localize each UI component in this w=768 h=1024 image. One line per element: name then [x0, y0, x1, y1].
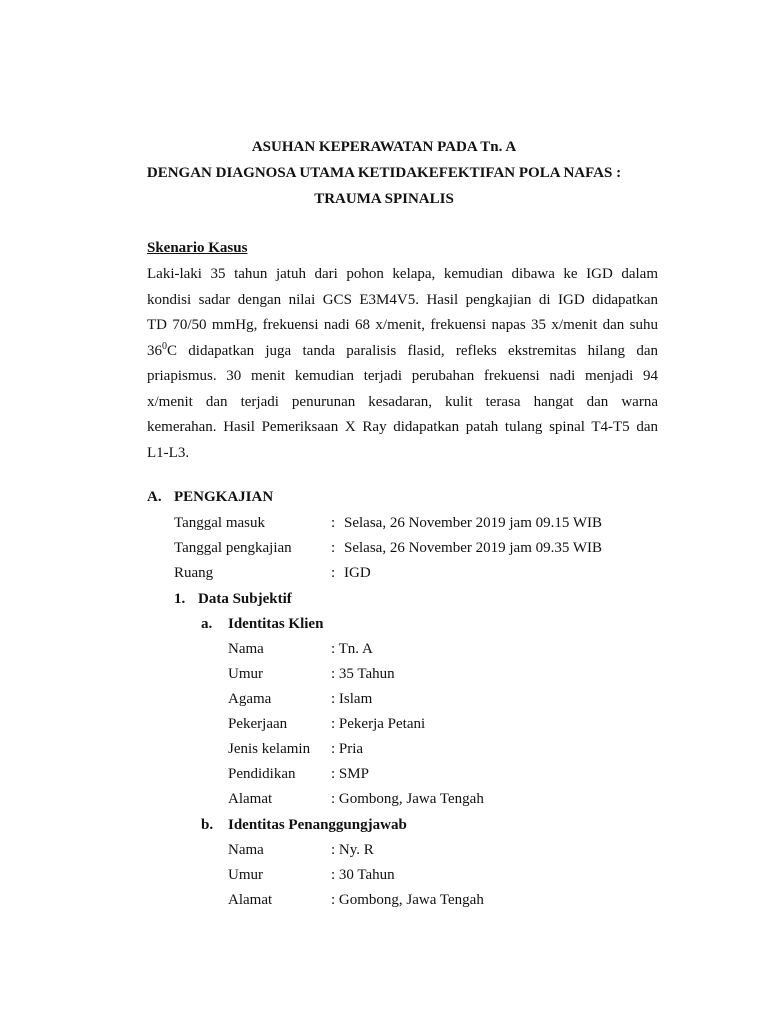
field-value: IGD	[344, 565, 371, 581]
scenario-paragraph	[147, 262, 658, 466]
subsection-b-title: Identitas Penanggungjawab	[228, 817, 407, 833]
client-value: : Pekerja Petani	[331, 716, 426, 732]
subsection-a-marker: a.	[201, 616, 213, 632]
client-label: Pekerjaan	[228, 716, 288, 732]
guardian-label: Alamat	[228, 892, 273, 908]
subsection-a-title: Identitas Klien	[228, 616, 324, 632]
scenario-line: Laki-laki 35 tahun jatuh dari pohon kelapa, kemudian dibawa ke IGD dalam	[147, 266, 658, 282]
client-label: Umur	[228, 666, 263, 682]
client-label: Nama	[228, 641, 264, 657]
document-title	[0, 134, 768, 212]
subsection-1-title: Data Subjektif	[198, 591, 292, 607]
client-value: : Tn. A	[331, 641, 373, 657]
field-label: Tanggal masuk	[174, 515, 266, 531]
client-label: Agama	[228, 691, 272, 707]
scenario-heading: Skenario Kasus	[147, 240, 248, 256]
guardian-value: : Gombong, Jawa Tengah	[331, 892, 484, 908]
subsection-b-marker: b.	[201, 817, 214, 833]
client-value: : Pria	[331, 741, 364, 757]
client-label: Jenis kelamin	[228, 741, 311, 757]
guardian-label: Umur	[228, 867, 263, 883]
client-value: : SMP	[331, 766, 369, 782]
client-value: : 35 Tahun	[331, 666, 395, 682]
field-colon: :	[331, 515, 336, 531]
scenario-line: x/menit dan terjadi penurunan kesadaran, kulit terasa hangat dan warna	[147, 393, 658, 410]
field-value: Selasa, 26 November 2019 jam 09.35 WIB	[344, 540, 603, 556]
scenario-line: L1-L3.	[147, 444, 190, 461]
scenario-line: priapismus. 30 menit kemudian terjadi perubahan frekuensi nadi menjadi 94	[147, 368, 658, 384]
guardian-value: : Ny. R	[331, 842, 374, 858]
guardian-label: Nama	[228, 842, 264, 858]
field-label: Ruang	[174, 565, 214, 581]
field-value: Selasa, 26 November 2019 jam 09.15 WIB	[344, 515, 603, 531]
guardian-value: : 30 Tahun	[331, 867, 395, 883]
scenario-line: kemerahan. Hasil Pemeriksaan X Ray didapatkan patah tulang spinal T4-T5 dan	[147, 419, 658, 435]
client-label: Pendidikan	[228, 766, 296, 782]
field-label: Tanggal pengkajian	[174, 540, 292, 556]
title-line-2: DENGAN DIAGNOSA UTAMA KETIDAKEFEKTIFAN POLA NAFAS :	[146, 165, 622, 181]
client-label: Alamat	[228, 791, 273, 807]
field-colon: :	[331, 565, 336, 581]
section-a-title: PENGKAJIAN	[174, 489, 274, 505]
subsection-1-marker: 1.	[174, 591, 186, 607]
client-value: : Islam	[331, 691, 373, 707]
section-a-marker: A.	[147, 489, 162, 505]
scenario-line: TD 70/50 mmHg, frekuensi nadi 68 x/menit, frekuensi napas 35 x/menit dan suhu	[147, 317, 658, 333]
client-value: : Gombong, Jawa Tengah	[331, 791, 484, 807]
temperature-value: $36^0C$	[147, 340, 178, 359]
title-line-1: ASUHAN KEPERAWATAN PADA Tn. A	[251, 139, 517, 155]
scenario-line	[147, 339, 658, 365]
scenario-line-text: didapatkan juga tanda paralisis flasid, refleks ekstremitas hilang dan	[188, 342, 658, 359]
title-line-3: TRAUMA SPINALIS	[314, 191, 454, 207]
field-colon: :	[331, 540, 336, 556]
scenario-line: kondisi sadar dengan nilai GCS E3M4V5. Hasil pengkajian di IGD didapatkan	[147, 291, 658, 308]
